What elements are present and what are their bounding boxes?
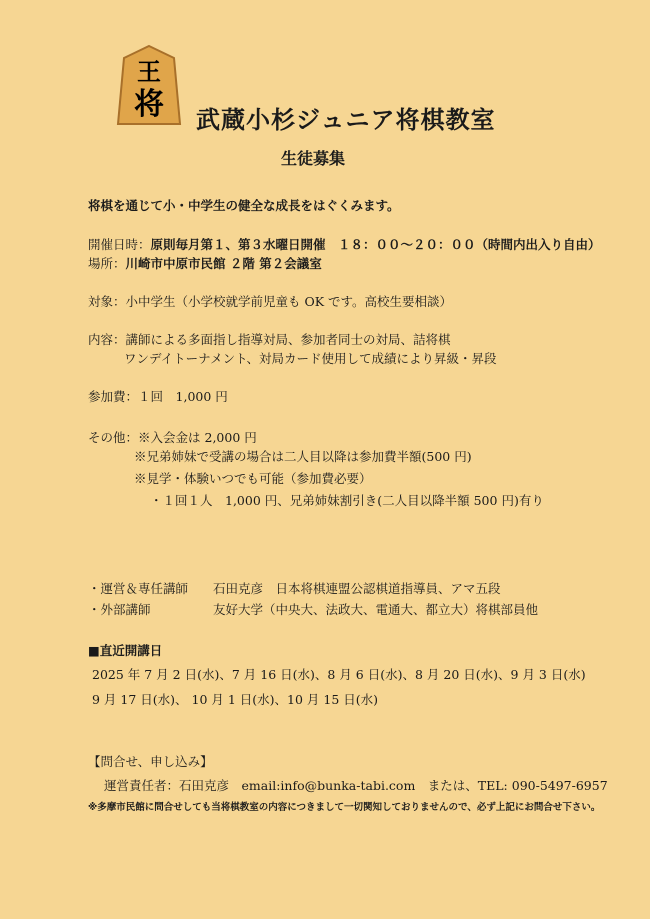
logo-char-top: 王 <box>137 58 161 86</box>
inquiry-contact: 運営責任者：石田克彦 email:info@bunka-tabi.com または、TEL: 090-5497-6957 <box>104 778 608 793</box>
upcoming-dates-line1: 2025 年 7 月 2 日(水)、7 月 16 日(水)、8 月 6 日(水)、8 月 20 日(水)、9 月 3 日(水) <box>92 667 586 682</box>
target-label: 対象： <box>88 294 126 309</box>
staff-info-external: 友好大学（中央大、法政大、電通大、都立大）将棋部員他 <box>213 602 539 617</box>
page-title: 武蔵小杉ジュニア将棋教室 <box>196 106 496 134</box>
target-row <box>88 292 452 310</box>
inquiry-heading: 【問合せ、申し込み】 <box>88 754 213 769</box>
venue-row <box>88 254 322 272</box>
upcoming-heading: ■直近開講日 <box>88 643 163 658</box>
staff-info-main: 石田克彦 日本将棋連盟公認棋道指導員、アマ五段 <box>213 581 501 596</box>
other-row <box>88 428 257 446</box>
inquiry-note: ※多摩市民館に問合せしても当将棋教室の内容につきまして一切関知しておりませんので、必ず上記にお問合せ下さい。 <box>88 802 601 813</box>
upcoming-date-1: 2025 年 7 月 2 日(水)、7 月 16 日(水) <box>92 667 315 682</box>
fee-row <box>88 387 228 405</box>
venue-label: 場所： <box>88 256 126 271</box>
venue-value: 川崎市中原市民館 ２階 第２会議室 <box>125 256 322 271</box>
upcoming-dates-line2: 9 月 17 日(水)、 10 月 1 日(水)、10 月 15 日(水) <box>92 692 379 707</box>
fee-label: 参加費： <box>88 389 139 404</box>
target-value: 小中学生（小学校就学前児童も OK です。高校生要相談） <box>125 294 453 309</box>
content-line2: ワンデイトーナメント、対局カード使用して成績により昇級・昇段 <box>124 351 497 366</box>
other-line4: ・１回１人 1,000 円、兄弟姉妹割引き(二人目以降半額 500 円)有り <box>150 493 544 508</box>
other-line3: ※見学・体験いつでも可能（参加費必要） <box>134 471 372 486</box>
fee-value: １回 1,000 円 <box>138 389 228 404</box>
other-line1: ※入会金は 2,000 円 <box>138 430 257 445</box>
upcoming-date-2: 8 月 6 日(水) <box>327 667 403 682</box>
content-line1: 講師による多面指し指導対局、参加者同士の対局、詰将棋 <box>125 332 451 347</box>
shogi-piece-logo <box>116 44 182 126</box>
other-line2: ※兄弟姉妹で受講の場合は二人目以降は参加費半額(500 円) <box>134 449 472 464</box>
logo-char-bottom: 将 <box>134 87 164 122</box>
content-label: 内容： <box>88 332 126 347</box>
schedule-row <box>88 235 601 253</box>
other-label: その他： <box>88 430 139 445</box>
tagline: 将棋を通じて小・中学生の健全な成長をはぐくみます。 <box>88 198 400 213</box>
page-subtitle: 生徒募集 <box>281 149 346 168</box>
content-row <box>88 330 451 348</box>
schedule-label: 開催日時： <box>88 237 151 252</box>
shogi-piece-icon <box>116 44 182 126</box>
schedule-value: 原則毎月第１、第３水曜日開催 １８：００〜２０：００（時間内出入り自由） <box>150 237 601 252</box>
staff-role-main: ・運営＆専任講師 <box>88 581 189 596</box>
upcoming-date-3: 8 月 20 日(水)、9 月 3 日(水) <box>415 667 586 682</box>
staff-role-external: ・外部講師 <box>88 602 151 617</box>
